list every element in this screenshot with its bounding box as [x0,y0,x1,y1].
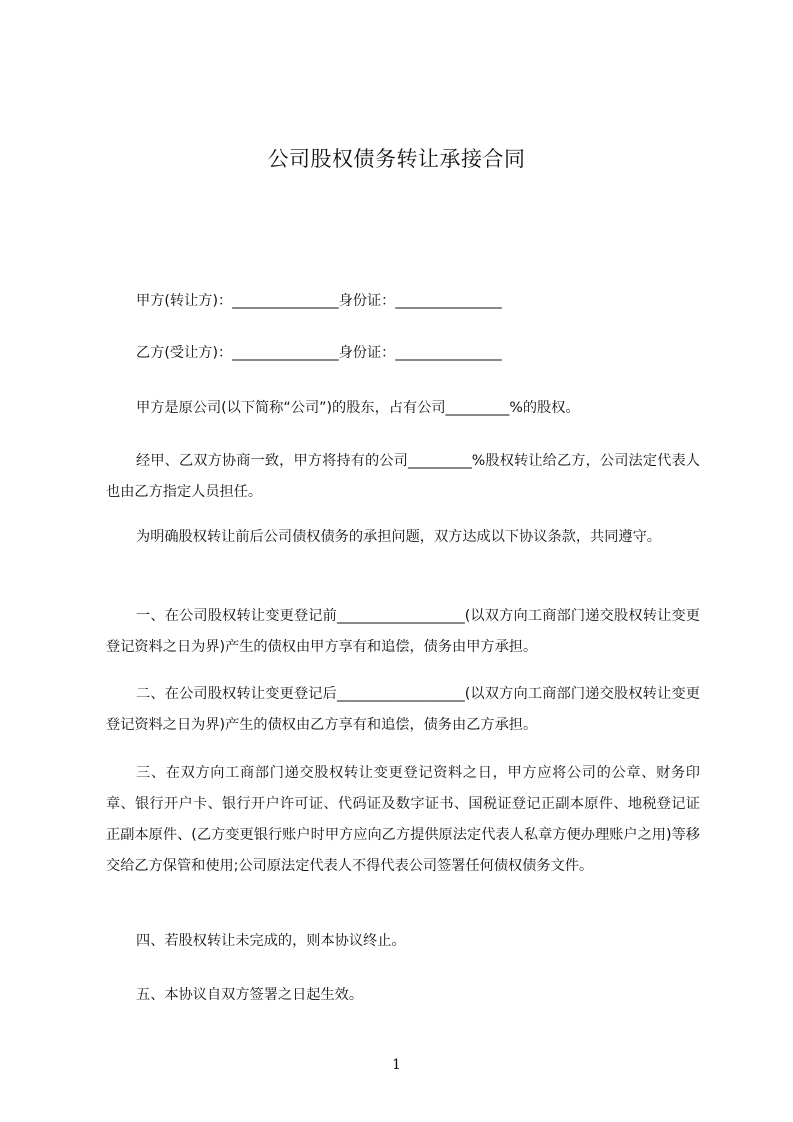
party-a-line: 甲方(转让方)：_______________身份证：_______________ [136,293,502,309]
purpose-paragraph: 为明确股权转让前后公司债权债务的承担问题，双方达成以下协议条款，共同遵守。 [136,529,661,545]
agreement-paragraph: 经甲、乙双方协商一致，甲方将持有的公司_________%股权转让给乙方，公司法定代表人也由乙方指定人员担任。 [106,453,700,500]
clause-3: 三、在双方向工商部门递交股权转让变更登记资料之日，甲方应将公司的公章、财务印章、银行开户卡、银行开户许可证、代码证及数字证书、国税证登记正副本原件、地税登记证正副本原件、(乙方变更银行账户时甲方应向乙方提供原法定代表人私章方便办理账户之用)等移交给乙方保管和使用;公司原法定代表人不得代表公司签署任何债权债务文件。 [106,765,700,874]
clause-2: 二、在公司股权转让变更登记后__________________(以双方向工商部门递交股权转让变更登记资料之日为界)产生的债权由乙方享有和追偿，债务由乙方承担。 [106,686,700,733]
clause-5: 五、本协议自双方签署之日起生效。 [136,987,364,1003]
party-b-line: 乙方(受让方)：_______________身份证：_______________ [136,345,502,361]
clause-4: 四、若股权转让未完成的，则本协议终止。 [136,933,406,949]
clause-1: 一、在公司股权转让变更登记前__________________(以双方向工商部门递交股权转让变更登记资料之日为界)产生的债权由甲方享有和追偿，债务由甲方承担。 [106,608,700,655]
shareholding-paragraph: 甲方是原公司(以下简称“公司”)的股东，占有公司_________%的股权。 [136,400,580,416]
page-number: 1 [392,1057,401,1073]
document-title: 公司股权债务转让承接合同 [267,147,526,171]
